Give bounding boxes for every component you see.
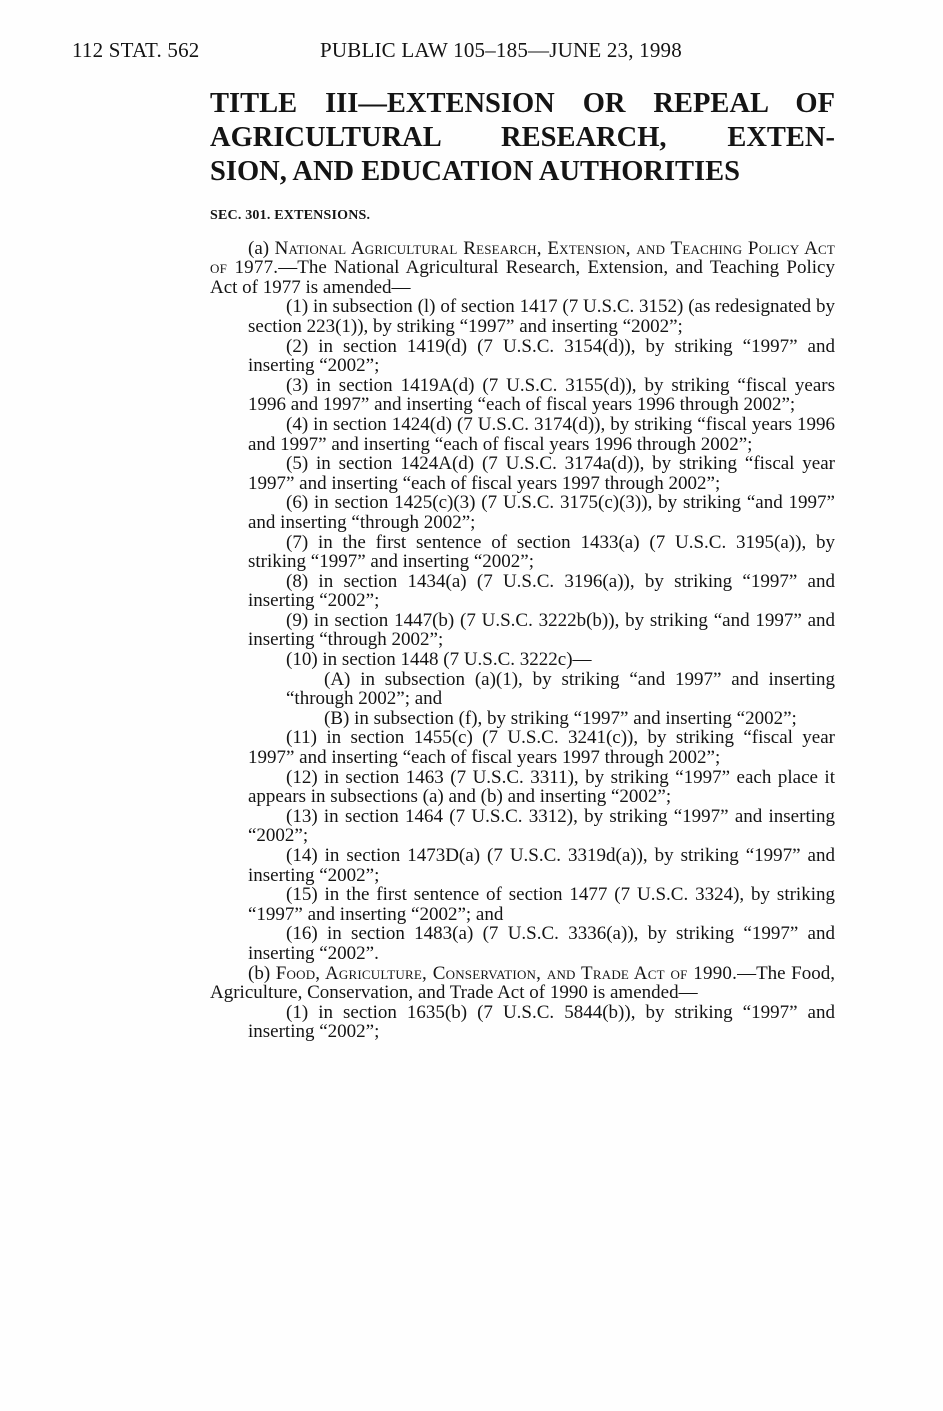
list-item: (5) in section 1424A(d) (7 U.S.C. 3174a(d)), by striking “fiscal year 1997” and inserting “each of fiscal years 1997 through 2002”; — [248, 453, 835, 494]
list-item: (9) in section 1447(b) (7 U.S.C. 3222b(b)), by striking “and 1997” and inserting “through 2002”; — [248, 609, 835, 651]
subsection-b-heading: Food, Agriculture, Conservation, and Trade Act of 1990. — [275, 962, 738, 984]
sub-list-item: (B) in subsection (f), by striking “1997” and inserting “2002”; — [324, 707, 797, 729]
subsection-b — [210, 964, 835, 1003]
list-item: (12) in section 1463 (7 U.S.C. 3311), by striking “1997” each place it appears in subsections (a) and (b) and inserting “2002”; — [248, 766, 835, 808]
subsection-b-text: —The Food, Agriculture, Conservation, and Trade Act of 1990 is amended— — [210, 962, 836, 1004]
section-body — [210, 206, 835, 1042]
list-item: (16) in section 1483(a) (7 U.S.C. 3336(a)), by striking “1997” and inserting “2002”. — [248, 923, 835, 964]
subsection-b-label: (b) — [248, 962, 271, 984]
list-item: (6) in section 1425(c)(3) (7 U.S.C. 3175(c)(3)), by striking “and 1997” and inserting “through 2002”; — [248, 492, 835, 533]
list-item: (2) in section 1419(d) (7 U.S.C. 3154(d)), by striking “1997” and inserting “2002”; — [248, 335, 835, 377]
title-line-1: TITLE III—EXTENSION OR REPEAL OF — [210, 88, 835, 119]
list-item: (13) in section 1464 (7 U.S.C. 3312), by striking “1997” and inserting “2002”; — [248, 805, 835, 847]
list-item: (11) in section 1455(c) (7 U.S.C. 3241(c)), by striking “fiscal year 1997” and inserting “each of fiscal years 1997 through 2002”; — [248, 727, 835, 769]
sub-list-item: (A) in subsection (a)(1), by striking “and 1997” and inserting “through 2002”; and — [286, 668, 835, 710]
subsection-a — [210, 239, 835, 298]
list-item: (10) in section 1448 (7 U.S.C. 3222c)— — [286, 649, 592, 671]
title-line-2: AGRICULTURAL RESEARCH, EXTEN- — [210, 122, 835, 153]
list-item: (3) in section 1419A(d) (7 U.S.C. 3155(d)), by striking “fiscal years 1996 and 1997” and inserting “each of fiscal years 1996 through 2002”; — [248, 374, 835, 416]
list-item: (8) in section 1434(a) (7 U.S.C. 3196(a)), by striking “1997” and inserting “2002”; — [248, 570, 835, 612]
subsection-a-label: (a) — [248, 237, 270, 259]
list-item: (15) in the first sentence of section 1477 (7 U.S.C. 3324), by striking “1997” and inserting “2002”; and — [248, 884, 835, 925]
list-item: (7) in the first sentence of section 1433(a) (7 U.S.C. 3195(a)), by striking “1997” and inserting “2002”; — [248, 531, 835, 573]
section-heading: SEC. 301. EXTENSIONS. — [210, 208, 371, 223]
title-line-3: SION, AND EDUCATION AUTHORITIES — [210, 156, 741, 187]
subsection-a-text: —The National Agricultural Research, Extension, and Teaching Policy Act of 1977 is amended— — [210, 257, 835, 298]
list-item: (4) in section 1424(d) (7 U.S.C. 3174(d)), by striking “fiscal years 1996 and 1997” and inserting “each of fiscal years 1996 through 2002”; — [248, 413, 835, 455]
subsection-a-heading: National Agricultural Research, Extension, and Teaching Policy Act of 1977. — [210, 237, 835, 279]
public-law-citation: PUBLIC LAW 105–185—JUNE 23, 1998 — [320, 38, 682, 62]
list-item: (1) in subsection (l) of section 1417 (7 U.S.C. 3152) (as redesignated by section 223(1)), by striking “1997” and inserting “2002”; — [248, 296, 835, 337]
title-heading — [210, 87, 835, 189]
statute-page-number: 112 STAT. 562 — [72, 38, 200, 62]
list-item: (1) in section 1635(b) (7 U.S.C. 5844(b)), by striking “1997” and inserting “2002”; — [248, 1001, 835, 1043]
list-item: (14) in section 1473D(a) (7 U.S.C. 3319d(a)), by striking “1997” and inserting “2002”; — [248, 845, 835, 886]
